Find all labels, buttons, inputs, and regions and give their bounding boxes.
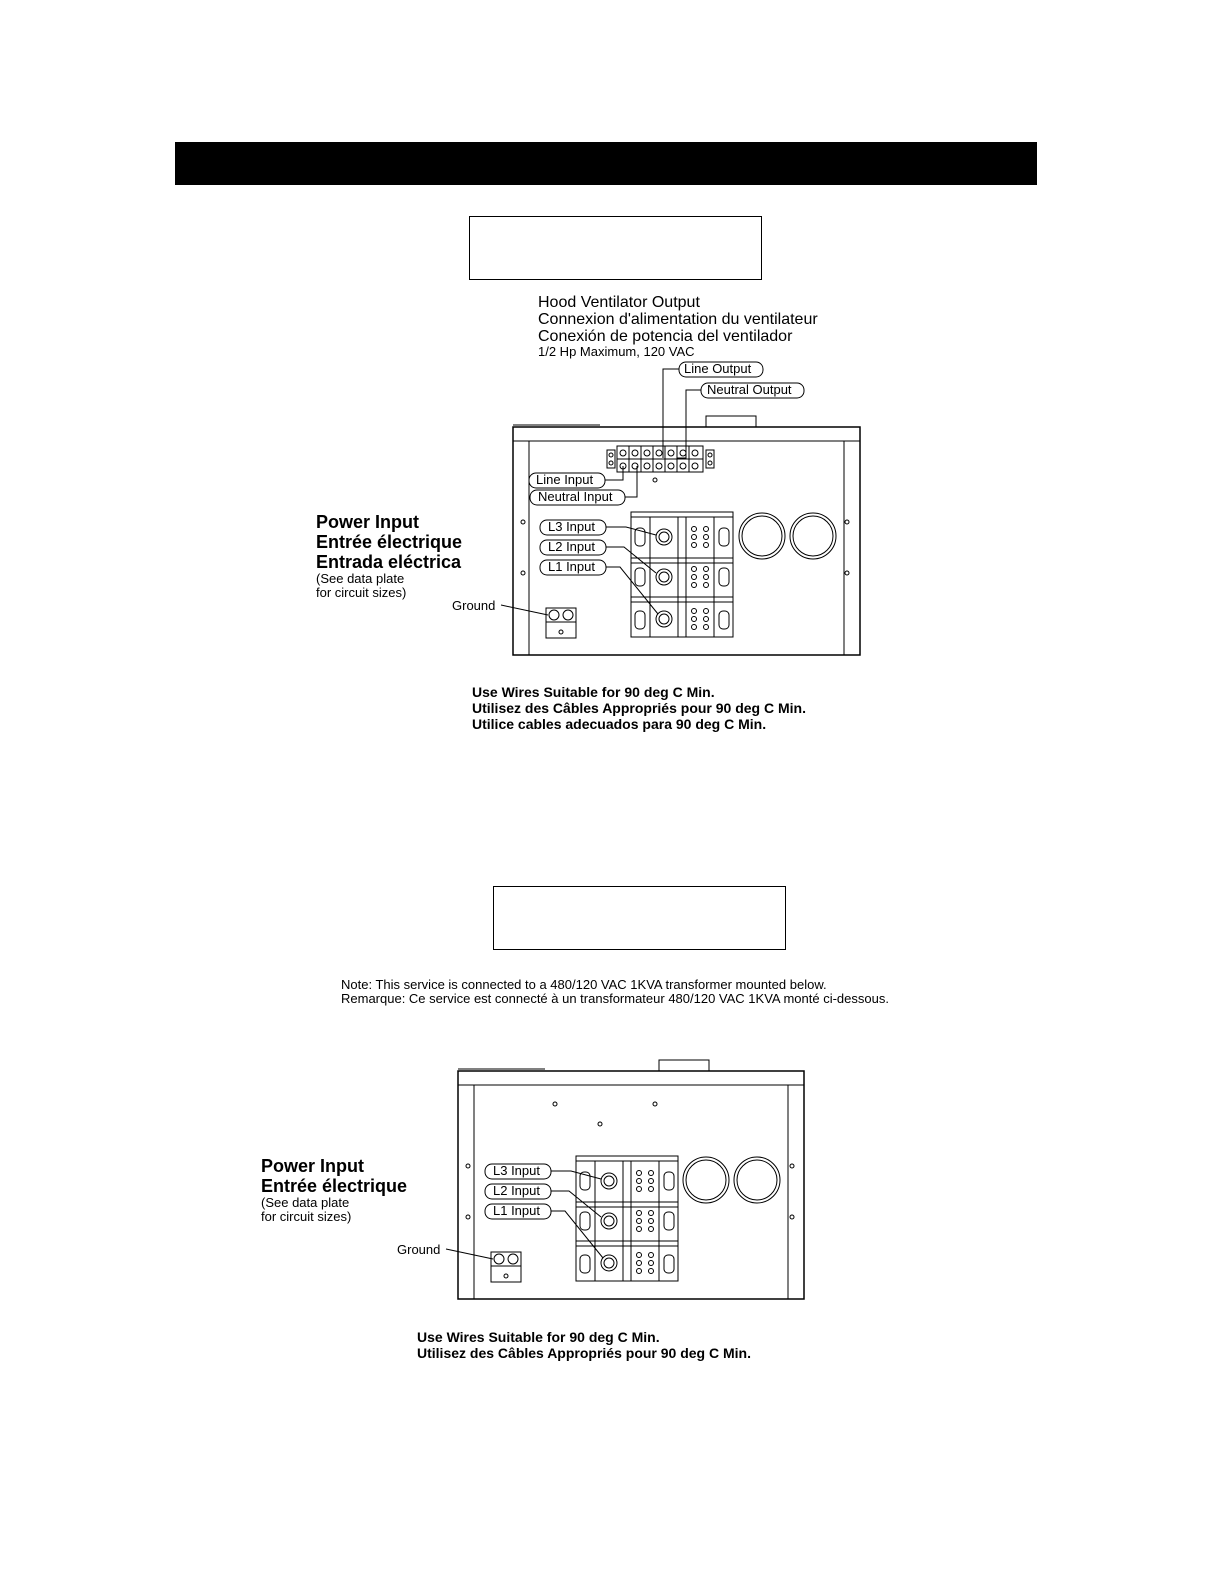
power-input-title-en-2: Power Input: [261, 1156, 364, 1176]
hood-output-label-en: Hood Ventilator Output: [538, 294, 700, 311]
power-input-title-es: Entrada eléctrica: [316, 552, 462, 572]
line-input-label: Line Input: [536, 472, 594, 487]
power-input-title-fr-2: Entrée électrique: [261, 1176, 408, 1196]
transformer-note-en: Note: This service is connected to a 480/120 VAC 1KVA transformer mounted below.: [341, 977, 827, 992]
l1-input-label-2: L1 Input: [493, 1203, 540, 1218]
l2-input-label: L2 Input: [548, 539, 595, 554]
power-input-title-fr: Entrée électrique: [316, 532, 463, 552]
wire-rating-fr-2: Utilisez des Câbles Appropriés pour 90 deg C Min.: [417, 1345, 751, 1361]
neutral-input-label: Neutral Input: [538, 489, 613, 504]
l2-input-label-2: L2 Input: [493, 1183, 540, 1198]
line-output-label: Line Output: [684, 361, 752, 376]
neutral-output-label: Neutral Output: [707, 382, 792, 397]
wire-rating-en: Use Wires Suitable for 90 deg C Min.: [472, 684, 715, 700]
hood-output-label-es: Conexión de potencia del ventilador: [538, 328, 793, 345]
hood-output-label-fr: Connexion d'alimentation du ventilateur: [538, 311, 818, 328]
ground-label-2: Ground: [397, 1242, 441, 1257]
power-input-note-2-2: for circuit sizes): [261, 1209, 352, 1224]
power-input-title-en: Power Input: [316, 512, 419, 532]
power-input-note-1: (See data plate: [316, 571, 405, 586]
wire-rating-fr: Utilisez des Câbles Appropriés pour 90 deg C Min.: [472, 700, 806, 716]
power-input-note-1-2: (See data plate: [261, 1195, 350, 1210]
l3-input-label: L3 Input: [548, 519, 595, 534]
l1-input-label: L1 Input: [548, 559, 595, 574]
wire-rating-es: Utilice cables adecuados para 90 deg C Min.: [472, 716, 767, 732]
hood-output-rating: 1/2 Hp Maximum, 120 VAC: [538, 344, 695, 359]
power-input-note-2: for circuit sizes): [316, 585, 407, 600]
transformer-note-fr: Remarque: Ce service est connecté à un transformateur 480/120 VAC 1KVA monté ci-dessous.: [341, 991, 889, 1006]
l3-input-label-2: L3 Input: [493, 1163, 540, 1178]
ground-label: Ground: [452, 598, 496, 613]
wire-rating-en-2: Use Wires Suitable for 90 deg C Min.: [417, 1329, 660, 1345]
